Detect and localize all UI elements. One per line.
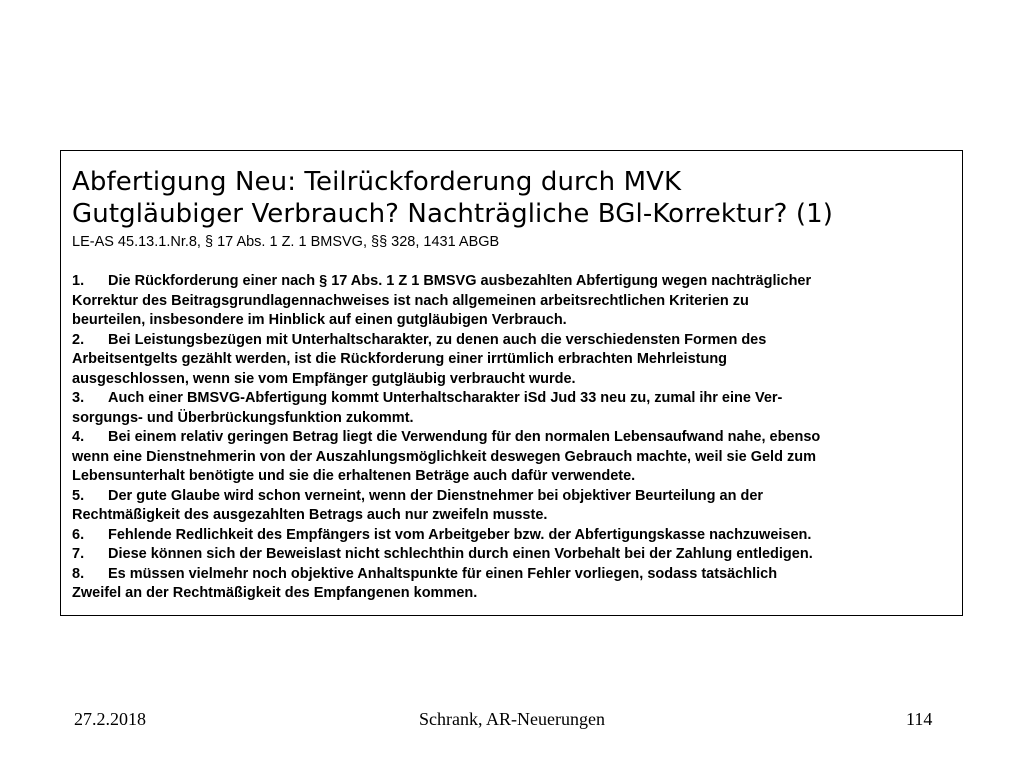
list-item [72, 428, 962, 448]
list-item-text: Diese können sich der Beweislast nicht schlechthin durch einen Vorbehalt bei der Zahlung entledigen. [108, 546, 813, 562]
numbered-list [72, 272, 962, 604]
list-item-text: Arbeitsentgelts gezählt werden, ist die Rückforderung einer irrtümlich erbrachten Mehrleistung [72, 351, 728, 367]
list-item-number: 4. [72, 429, 85, 445]
list-item-continuation [72, 506, 962, 526]
list-item-continuation [72, 409, 962, 429]
list-item [72, 526, 962, 546]
list-item-number: 7. [72, 546, 85, 562]
list-item-text: Zweifel an der Rechtmäßigkeit des Empfangenen kommen. [72, 585, 478, 601]
title-line-1: Abfertigung Neu: Teilrückforderung durch MVK [72, 167, 682, 197]
list-item-continuation [72, 311, 962, 331]
list-item [72, 331, 962, 351]
footer-title: Schrank, AR-Neuerungen [419, 709, 605, 729]
list-item-number: 1. [72, 273, 85, 289]
list-item-text: Rechtmäßigkeit des ausgezahlten Betrags auch nur zweifeln musste. [72, 507, 548, 523]
list-item-number: 6. [72, 526, 85, 543]
list-item-text: Bei Leistungsbezügen mit Unterhaltscharakter, zu denen auch die verschiedensten Formen des [108, 331, 767, 348]
list-item-text: Die Rückforderung einer nach § 17 Abs. 1 Z 1 BMSVG ausbezahlten Abfertigung wegen nachträglicher [108, 273, 812, 289]
legal-citation: LE-AS 45.13.1.Nr.8, § 17 Abs. 1 Z. 1 BMSVG, §§ 328, 1431 ABGB [72, 234, 500, 250]
list-item-text: Der gute Glaube wird schon verneint, wenn der Dienstnehmer bei objektiver Beurteilung an der [108, 487, 764, 504]
list-item [72, 565, 962, 585]
list-item-continuation [72, 370, 962, 390]
list-item-text: Auch einer BMSVG-Abfertigung kommt Unterhaltscharakter iSd Jud 33 neu zu, zumal ihr eine Ver- [108, 390, 783, 406]
list-item [72, 487, 962, 507]
list-item-number: 3. [72, 390, 85, 406]
list-item-number: 2. [72, 331, 85, 348]
list-item-text: wenn eine Dienstnehmerin von der Auszahlungsmöglichkeit deswegen Gebrauch machte, weil sie Geld zum [72, 448, 816, 465]
list-item-continuation [72, 584, 962, 604]
list-item-continuation [72, 467, 962, 487]
list-item-text: sorgungs- und Überbrückungsfunktion zukommt. [72, 409, 414, 426]
list-item-continuation [72, 292, 962, 312]
footer-date: 27.2.2018 [74, 709, 146, 729]
list-item-number: 5. [72, 487, 85, 504]
list-item-text: ausgeschlossen, wenn sie vom Empfänger gutgläubig verbraucht wurde. [72, 370, 576, 387]
list-item [72, 272, 962, 292]
title-line-2: Gutgläubiger Verbrauch? Nachträgliche BGl-Korrektur? (1) [72, 199, 834, 229]
list-item-continuation [72, 350, 962, 370]
list-item-text: Korrektur des Beitragsgrundlagennachweises ist nach allgemeinen arbeitsrechtlichen Kriterien zu [72, 292, 749, 309]
list-item-continuation [72, 448, 962, 468]
list-item [72, 389, 962, 409]
list-item-text: Fehlende Redlichkeit des Empfängers ist vom Arbeitgeber bzw. der Abfertigungskasse nachzuweisen. [108, 526, 812, 543]
list-item-text: Es müssen vielmehr noch objektive Anhaltspunkte für einen Fehler vorliegen, sodass tatsächlich [108, 565, 778, 582]
list-item [72, 545, 962, 565]
list-item-text: Lebensunterhalt benötigte und sie die erhaltenen Beträge auch dafür verwendete. [72, 468, 636, 484]
list-item-number: 8. [72, 565, 85, 582]
list-item-text: Bei einem relativ geringen Betrag liegt die Verwendung für den normalen Lebensaufwand nahe, ebenso [108, 429, 821, 445]
slide-title [72, 166, 952, 230]
page-number: 114 [906, 709, 933, 729]
list-item-text: beurteilen, insbesondere im Hinblick auf einen gutgläubigen Verbrauch. [72, 312, 567, 328]
